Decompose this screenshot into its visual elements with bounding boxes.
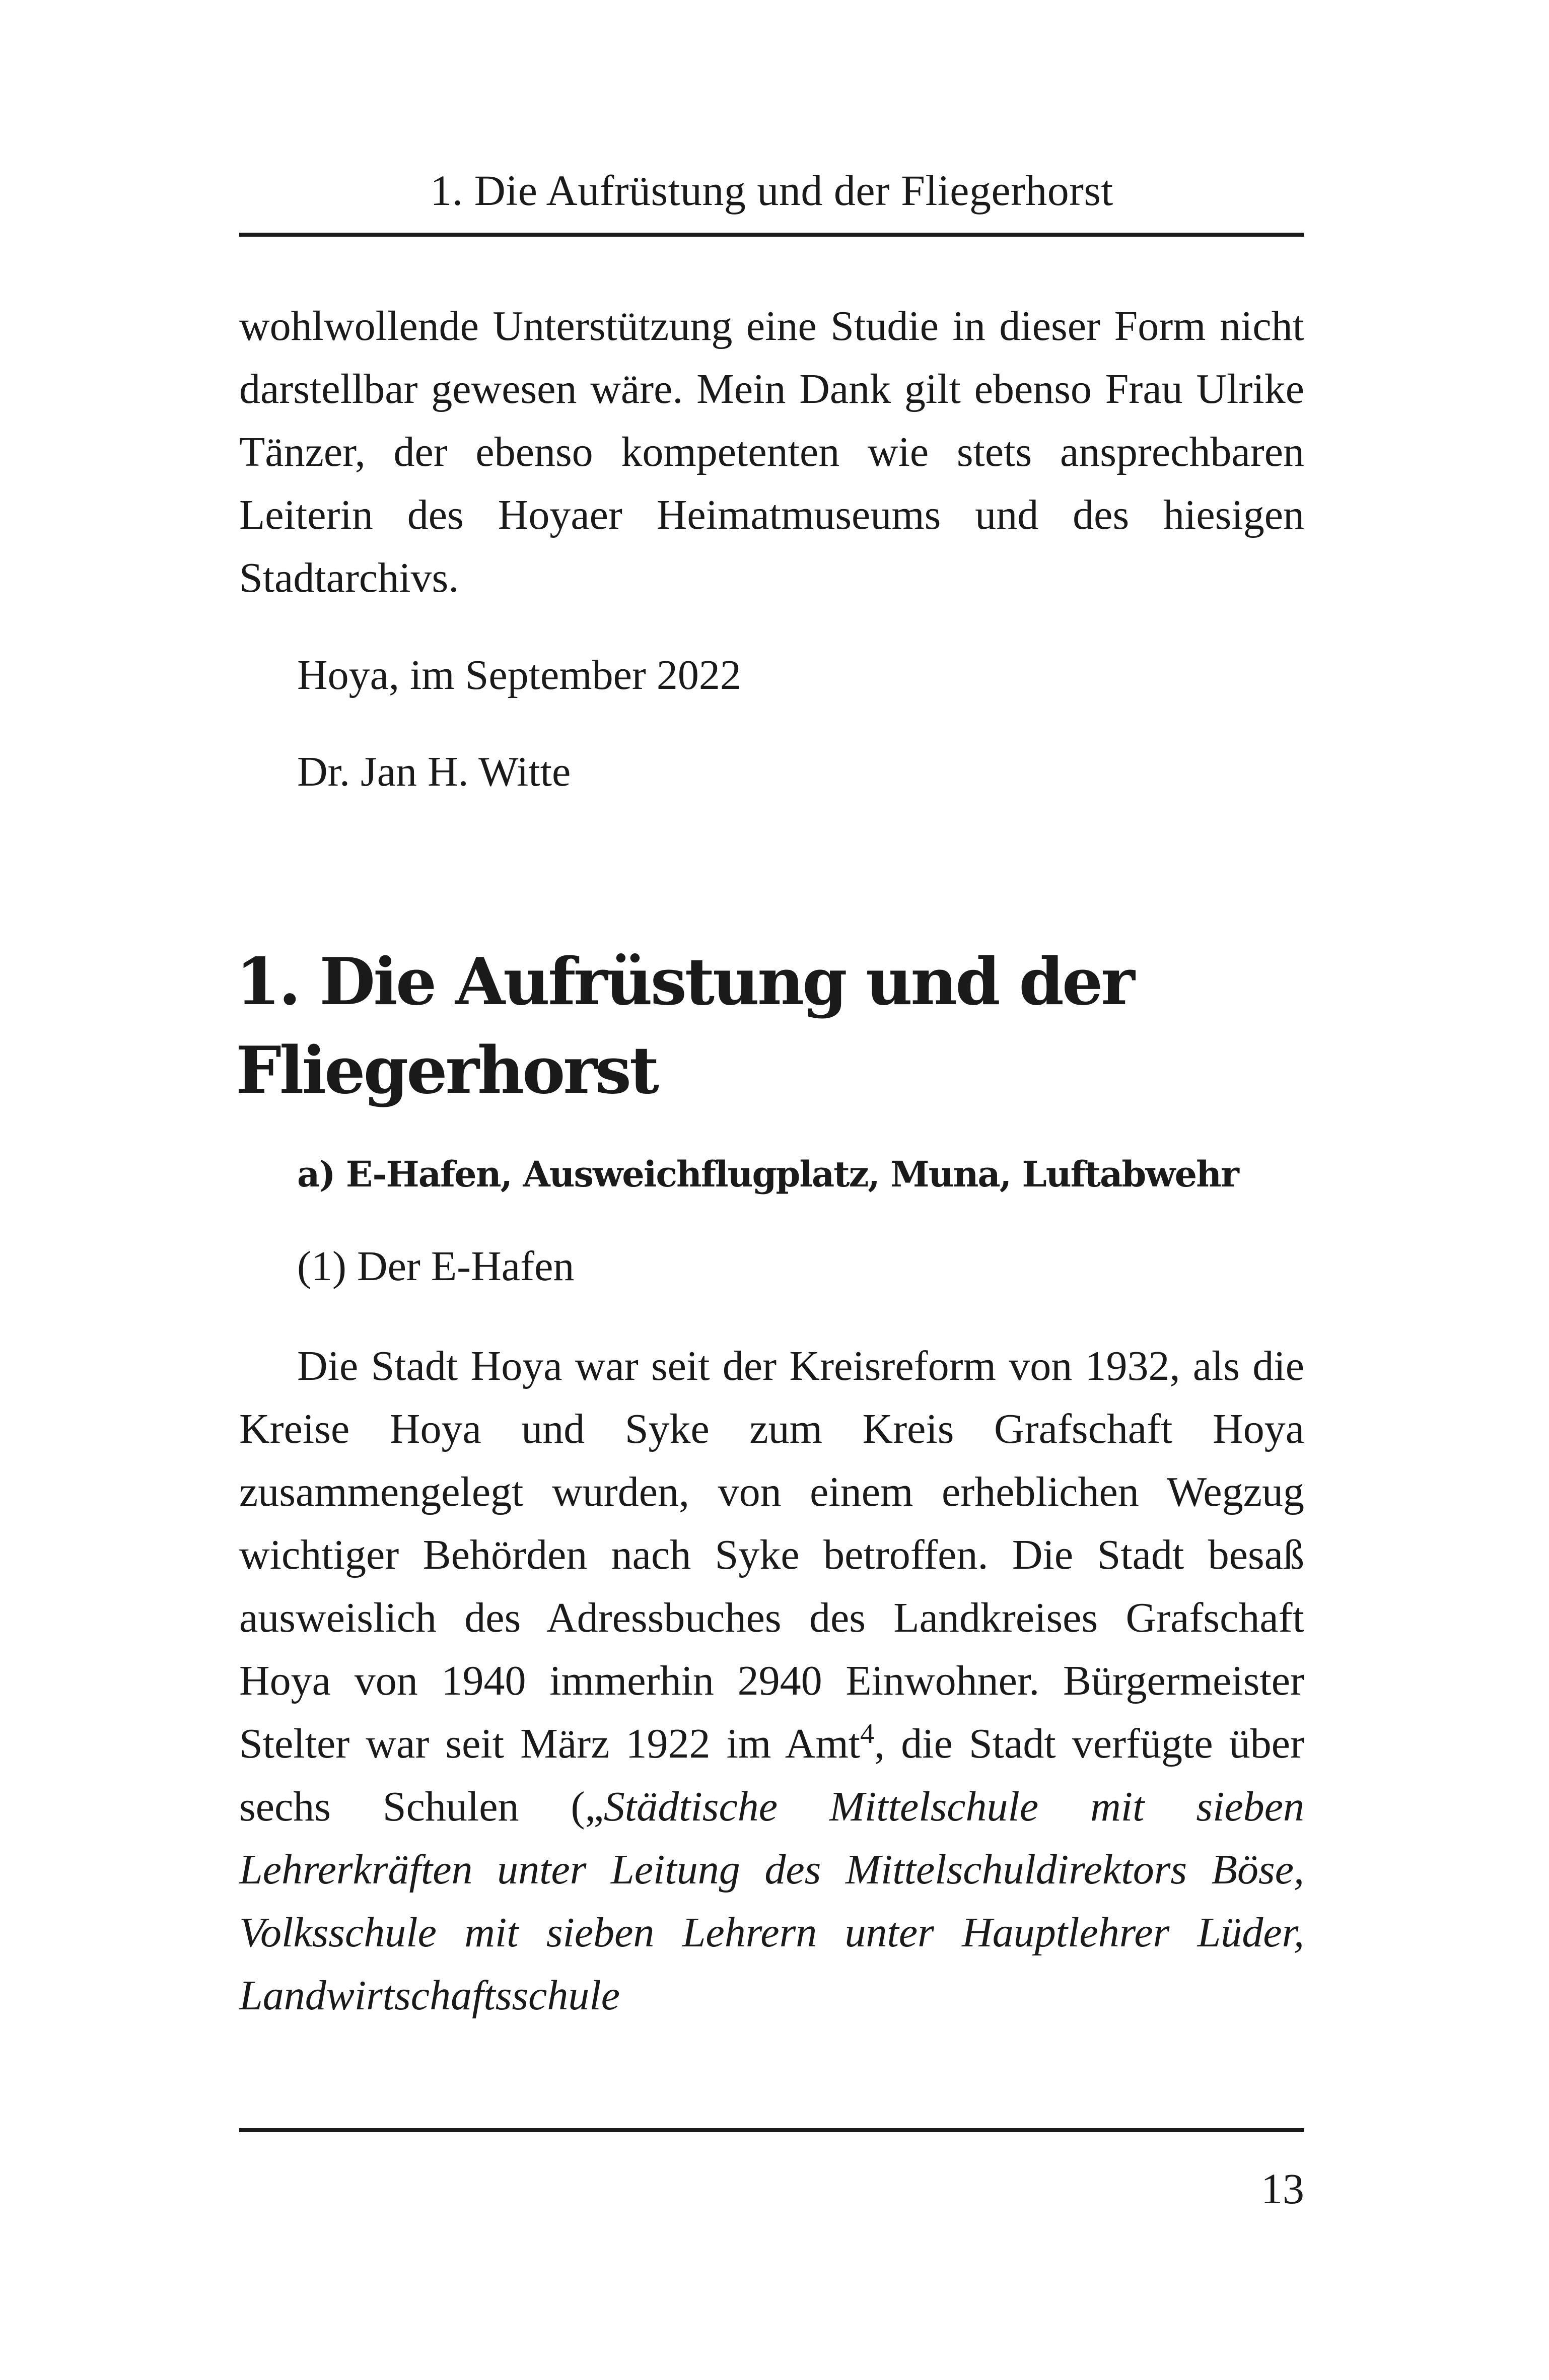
footnote-reference: 4 — [860, 1718, 875, 1749]
author-signature: Dr. Jan H. Witte — [297, 748, 571, 795]
running-header: 1. Die Aufrüstung und der Fliegerhorst — [430, 166, 1113, 215]
paragraph-text-1: Die Stadt Hoya war seit der Kreisreform von 1932, als die Kreise Hoya und Syke zum Kreis Grafschaft Hoya zusammengelegt wurden, von einem erheblichen Wegzug wichtiger Behörden nach Syke betroffen. Die Stadt besaß ausweislich des Adressbuches des Landkreises Grafschaft Hoya von 1940 immerhin 2940 Einwohner. Bürgermeister Stelter war seit März 1922 im Amt — [239, 1343, 1304, 1767]
page-number: 13 — [1261, 2164, 1304, 2213]
subsection-heading: (1) Der E-Hafen — [297, 1243, 575, 1290]
body-paragraph — [239, 1335, 1304, 2027]
paragraph-quote: Städtische Mittelschule mit sieben Lehrerkräften unter Leitung des Mittelschuldirektors Böse, Volksschule mit sieben Lehrern unter Hauptlehrer Lüder, Landwirtschaftsschule — [239, 1783, 1304, 2019]
chapter-title: 1. Die Aufrüstung und der Fliegerhorst — [236, 944, 1133, 1108]
preface-continuation: wohlwollende Unterstützung eine Studie in dieser Form nicht darstellbar gewesen wäre. Mein Dank gilt ebenso Frau Ulrike Tänzer, der ebenso kompetenten wie stets ansprechbaren Leiterin des Hoyaer Heimatmuseums und des hiesigen Stadtarchivs. — [239, 303, 1304, 601]
footer-rule — [239, 2128, 1304, 2132]
paragraph-text-2: , die Stadt verfügte über sechs Schulen („ — [239, 1720, 1304, 1830]
section-heading: a) E-Hafen, Ausweichflugplatz, Muna, Luftabwehr — [297, 1153, 1238, 1195]
header-rule — [239, 233, 1304, 237]
place-date: Hoya, im September 2022 — [297, 652, 741, 698]
